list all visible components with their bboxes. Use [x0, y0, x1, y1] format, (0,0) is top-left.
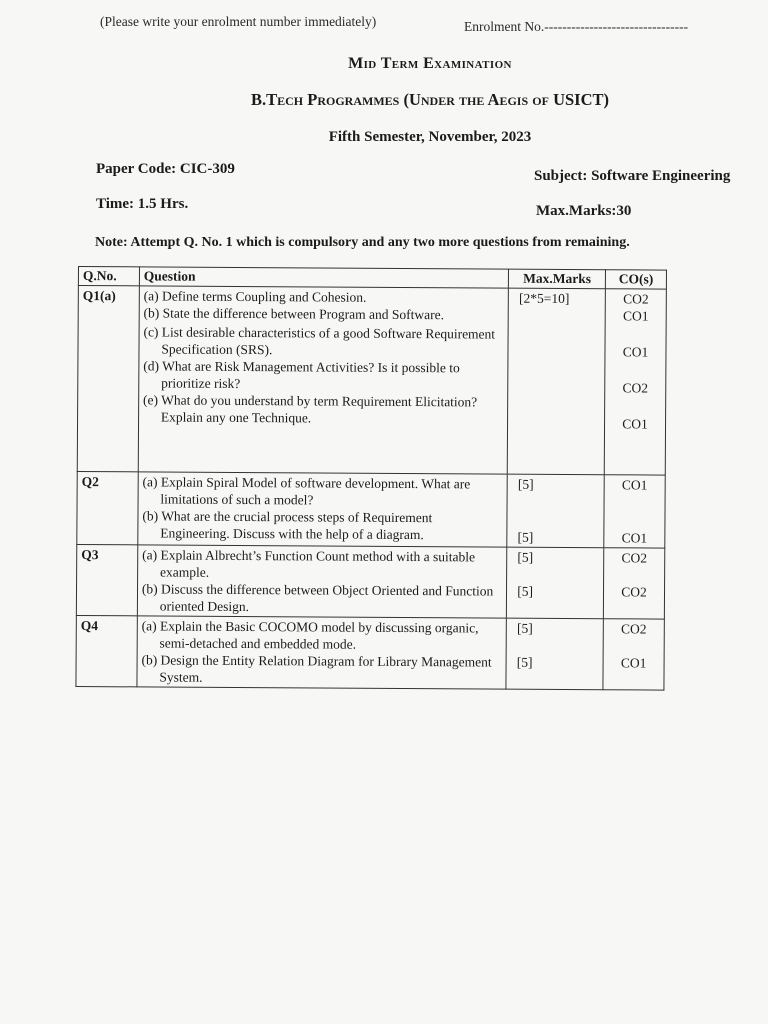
subquestion: (b) Discuss the difference between Object Oriented and Function oriented Design. — [141, 581, 494, 615]
marks-value: [5] — [516, 654, 533, 670]
marks-value: [5] — [517, 583, 534, 599]
marks-cell — [506, 618, 603, 690]
marks-value: [2*5=10] — [518, 290, 570, 307]
subquestion: (b) Design the Entity Relation Diagram for Library Management System. — [141, 652, 492, 685]
co-cell — [603, 619, 664, 690]
programme-title: B.Tech Programmes (Under the Aegis of USICT) — [251, 90, 609, 109]
co-value: CO1 — [622, 416, 648, 432]
question-text — [137, 545, 507, 618]
marks-cell — [507, 288, 605, 475]
marks-value: [5] — [517, 549, 534, 565]
co-value: CO2 — [623, 291, 649, 307]
marks-value: [5] — [517, 529, 534, 545]
subquestion: (a) Explain the Basic COCOMO model by discussing organic, semi-detached and embedded mode. — [141, 618, 479, 652]
question-number: Q4 — [76, 615, 137, 686]
header-max-marks: Max.Marks — [509, 269, 606, 289]
table-row — [77, 471, 665, 548]
enrolment-number-field: Enrolment No.-------------------------------- — [464, 19, 689, 34]
subquestion: (b) What are the crucial process steps of Requirement Engineering. Discuss with the help of a diagram. — [142, 508, 433, 543]
co-value: CO2 — [621, 584, 647, 600]
co-value: CO1 — [620, 655, 647, 671]
table-row — [76, 615, 664, 690]
question-text — [138, 286, 508, 474]
header-qno: Q.No. — [78, 267, 139, 286]
marks-cell — [507, 547, 604, 619]
subquestion: (a) Define terms Coupling and Cohesion. — [143, 288, 367, 305]
question-number: Q1(a) — [77, 286, 139, 472]
co-value: CO2 — [622, 380, 649, 396]
subquestion: (c) List desirable characteristics of a good Software Requirement Specification (SRS). — [143, 324, 496, 358]
marks-cell — [507, 474, 604, 548]
table-row — [77, 286, 666, 476]
time-allowed: Time: 1.5 Hrs. — [96, 196, 189, 212]
exam-title: Mid Term Examination — [348, 55, 512, 72]
question-table — [75, 266, 667, 691]
marks-value: [5] — [516, 620, 533, 636]
header-question: Question — [139, 267, 508, 288]
co-value: CO2 — [621, 621, 647, 637]
co-cell — [604, 475, 665, 548]
subquestion: (a) Explain Spiral Model of software development. What are limitations of such a model? — [142, 474, 471, 508]
co-value: CO1 — [621, 477, 648, 493]
marks-value: [5] — [517, 476, 534, 492]
question-text — [137, 616, 507, 689]
subquestion: (e) What do you understand by term Requirement Elicitation? Explain any one Technique. — [143, 392, 478, 426]
co-cell — [603, 548, 664, 619]
max-marks: Max.Marks:30 — [536, 203, 632, 219]
subject: Subject: Software Engineering — [534, 168, 731, 184]
subquestion: (b) State the difference between Program and Software. — [143, 305, 445, 323]
semester-line: Fifth Semester, November, 2023 — [328, 129, 532, 145]
question-number: Q2 — [77, 471, 138, 544]
co-cell — [604, 289, 666, 475]
instructions-note: Note: Attempt Q. No. 1 which is compulsory and any two more questions from remaining. — [95, 235, 630, 250]
header-cos: CO(s) — [605, 270, 666, 289]
question-text — [138, 472, 508, 547]
subquestion: (d) What are Risk Management Activities? Is it possible to prioritize risk? — [143, 358, 460, 391]
paper-code: Paper Code: CIC-309 — [96, 161, 235, 177]
co-value: CO1 — [621, 530, 648, 546]
co-value: CO1 — [622, 344, 649, 360]
co-value: CO2 — [621, 550, 648, 566]
enrolment-instruction: (Please write your enrolment number immediately) — [100, 14, 377, 29]
question-number: Q3 — [76, 544, 137, 615]
subquestion: (a) Explain Albrecht’s Function Count method with a suitable example. — [142, 547, 476, 580]
co-value: CO1 — [622, 308, 649, 324]
table-row — [76, 544, 664, 619]
